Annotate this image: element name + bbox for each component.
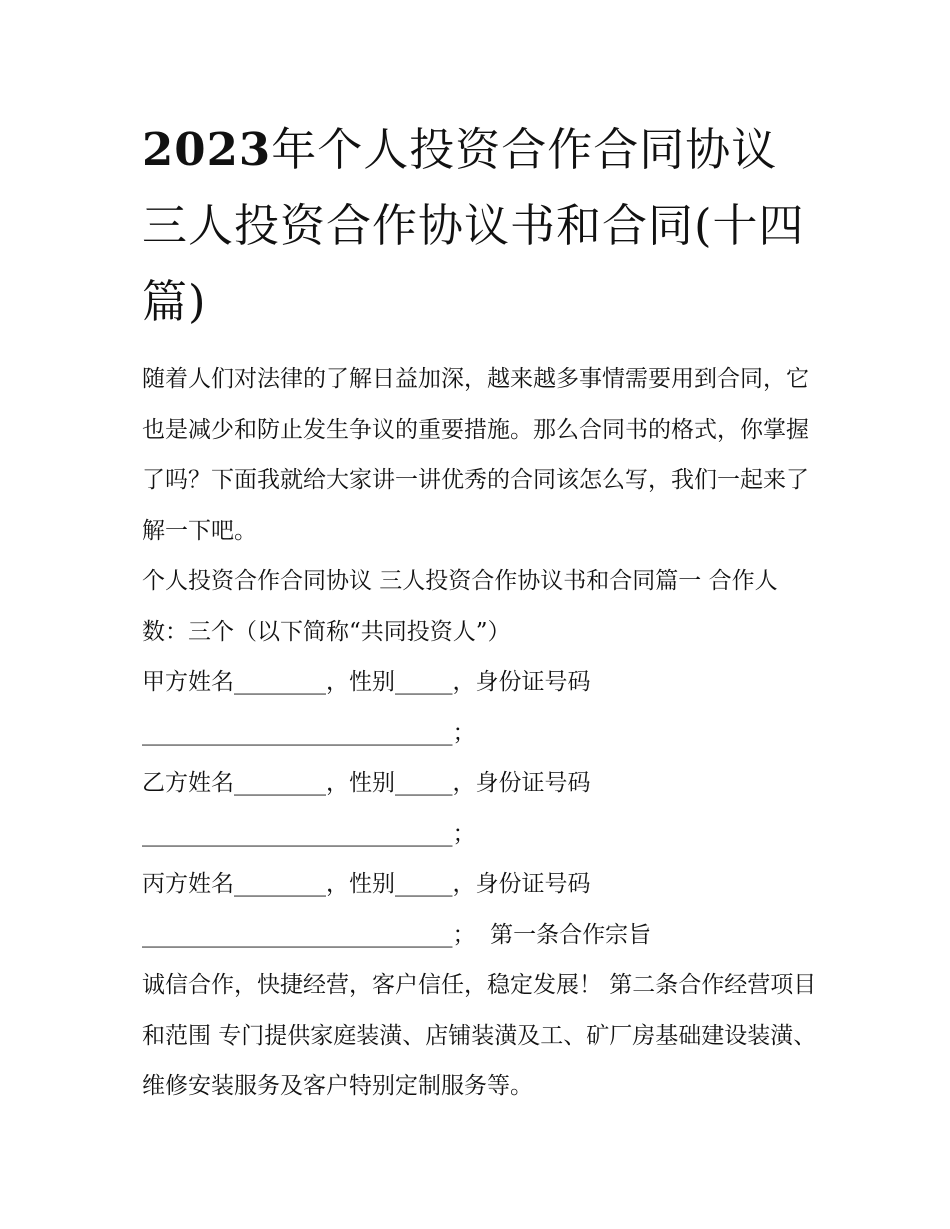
section-heading-paragraph: 个人投资合作合同协议 三人投资合作协议书和合同篇一 合作人数：三个（以下简称“共同投资人”）	[142, 568, 778, 645]
document-title	[142, 112, 822, 340]
title-year: 2023	[142, 123, 272, 176]
intro-paragraph: 随着人们对法律的了解日益加深，越来越多事情需要用到合同，它也是减少和防止发生争议的重要措施。那么合同书的格式，你掌握了吗？下面我就给大家讲一讲优秀的合同该怎么写，我们一起来了解一下吧。	[142, 366, 809, 544]
party-c-id-line: ___________________________； 第一条合作宗旨	[142, 921, 652, 948]
article-paragraph: 诚信合作，快捷经营，客户信任，稳定发展！ 第二条合作经营项目和范围 专门提供家庭装潢、店铺装潢及工、矿厂房基础建设装潢、维修安装服务及客户特别定制服务等。	[142, 972, 817, 1099]
party-c-line: 丙方姓名________，性别_____，身份证号码	[142, 871, 591, 897]
title-text: 年个人投资合作合同协议三人投资合作协议书和合同(十四篇)	[142, 123, 805, 328]
party-a-id-line: ___________________________；	[142, 719, 476, 746]
party-b-id-line: ___________________________；	[142, 820, 476, 847]
party-a-line: 甲方姓名________，性别_____，身份证号码	[142, 669, 591, 695]
party-b-line: 乙方姓名________，性别_____，身份证号码	[142, 770, 591, 796]
document-page	[142, 112, 822, 1112]
